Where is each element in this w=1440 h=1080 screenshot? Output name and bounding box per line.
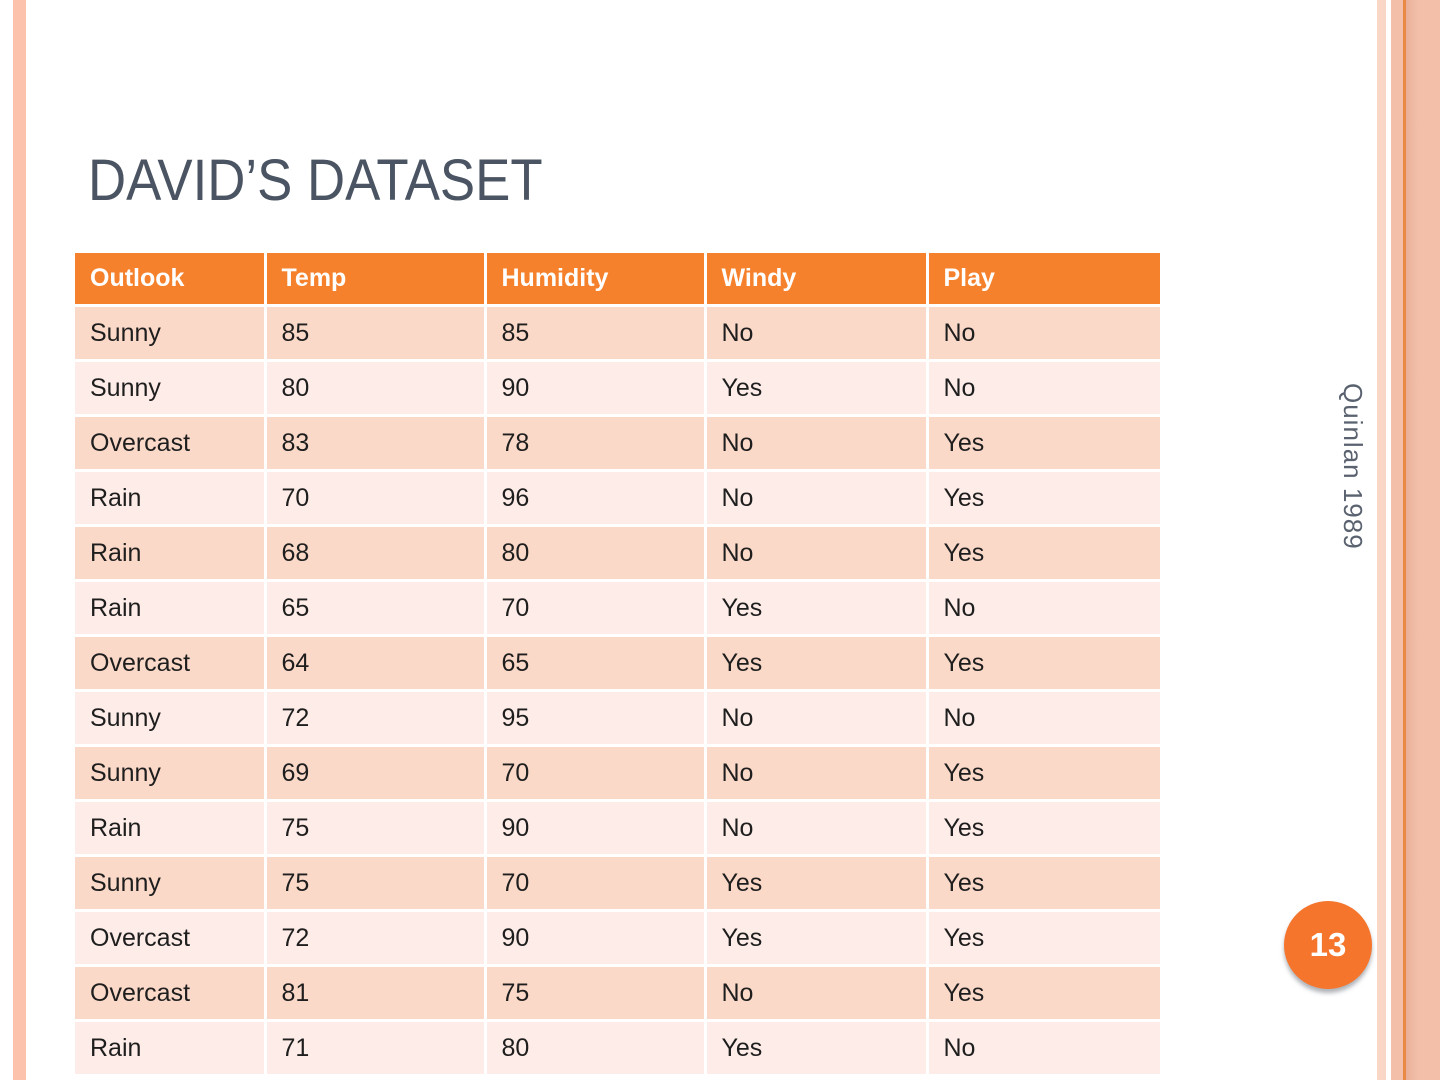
table-cell: No <box>705 471 927 526</box>
table-cell: Rain <box>75 1021 265 1076</box>
table-cell: 69 <box>265 746 485 801</box>
page-number: 13 <box>1309 926 1347 963</box>
table-cell: Overcast <box>75 416 265 471</box>
table-cell: 64 <box>265 636 485 691</box>
table-cell: 80 <box>485 526 705 581</box>
table-cell: Yes <box>927 471 1160 526</box>
table-row <box>75 361 1160 416</box>
table-cell: Rain <box>75 581 265 636</box>
table-cell: No <box>927 361 1160 416</box>
table-cell: Yes <box>705 911 927 966</box>
table-cell: No <box>705 306 927 361</box>
table-cell: No <box>705 801 927 856</box>
table-cell: Overcast <box>75 966 265 1021</box>
table-cell: 65 <box>265 581 485 636</box>
table-row <box>75 746 1160 801</box>
table-cell: No <box>705 691 927 746</box>
dataset-table <box>75 253 1160 1077</box>
table-cell: Yes <box>927 526 1160 581</box>
column-header-humidity: Humidity <box>485 253 705 306</box>
table-cell: No <box>927 691 1160 746</box>
table-cell: 85 <box>485 306 705 361</box>
table-cell: No <box>705 966 927 1021</box>
table-cell: Yes <box>927 801 1160 856</box>
table-cell: 80 <box>265 361 485 416</box>
table-cell: No <box>927 1021 1160 1076</box>
table-cell: 65 <box>485 636 705 691</box>
column-header-temp: Temp <box>265 253 485 306</box>
table-cell: Yes <box>927 911 1160 966</box>
table-cell: Sunny <box>75 746 265 801</box>
table-row <box>75 691 1160 746</box>
table-cell: 72 <box>265 691 485 746</box>
left-border-stripe <box>13 0 26 1080</box>
table-cell: Rain <box>75 801 265 856</box>
table-cell: 70 <box>485 746 705 801</box>
table-row <box>75 416 1160 471</box>
citation-vertical-text: Quinlan 1989 <box>1338 383 1368 550</box>
table-row <box>75 856 1160 911</box>
table-cell: 83 <box>265 416 485 471</box>
right-border-stripe-thin <box>1377 0 1386 1080</box>
table-cell: Yes <box>705 581 927 636</box>
table-cell: 68 <box>265 526 485 581</box>
dataset-table-header <box>75 253 1160 306</box>
table-cell: Overcast <box>75 636 265 691</box>
table-cell: No <box>927 581 1160 636</box>
table-cell: Yes <box>927 636 1160 691</box>
column-header-outlook: Outlook <box>75 253 265 306</box>
table-cell: Sunny <box>75 361 265 416</box>
table-cell: No <box>705 526 927 581</box>
table-cell: Yes <box>705 1021 927 1076</box>
table-cell: 75 <box>485 966 705 1021</box>
table-cell: 90 <box>485 911 705 966</box>
table-cell: 71 <box>265 1021 485 1076</box>
table-row <box>75 471 1160 526</box>
table-cell: Yes <box>927 966 1160 1021</box>
table-row <box>75 526 1160 581</box>
table-cell: 85 <box>265 306 485 361</box>
header-row <box>75 253 1160 306</box>
table-row <box>75 1021 1160 1076</box>
table-cell: 80 <box>485 1021 705 1076</box>
table-cell: Yes <box>705 856 927 911</box>
table-row <box>75 636 1160 691</box>
column-header-windy: Windy <box>705 253 927 306</box>
table-cell: 70 <box>485 856 705 911</box>
table-cell: No <box>705 746 927 801</box>
table-cell: Sunny <box>75 856 265 911</box>
table-row <box>75 966 1160 1021</box>
table-cell: 70 <box>485 581 705 636</box>
table-cell: Yes <box>705 361 927 416</box>
page-number-badge <box>1284 901 1372 989</box>
table-cell: Yes <box>705 636 927 691</box>
table-row <box>75 581 1160 636</box>
table-row <box>75 911 1160 966</box>
table-cell: Yes <box>927 746 1160 801</box>
page-title: DAVID’S DATASET <box>88 148 543 213</box>
table-cell: 96 <box>485 471 705 526</box>
table-cell: Overcast <box>75 911 265 966</box>
table-cell: 90 <box>485 801 705 856</box>
table-cell: Yes <box>927 856 1160 911</box>
table-cell: 90 <box>485 361 705 416</box>
table-cell: 95 <box>485 691 705 746</box>
table-cell: No <box>705 416 927 471</box>
table-cell: 70 <box>265 471 485 526</box>
table-row <box>75 801 1160 856</box>
dataset-table-body <box>75 306 1160 1076</box>
table-cell: 78 <box>485 416 705 471</box>
table-cell: 81 <box>265 966 485 1021</box>
column-header-play: Play <box>927 253 1160 306</box>
table-cell: 75 <box>265 856 485 911</box>
table-cell: Sunny <box>75 691 265 746</box>
table-cell: 75 <box>265 801 485 856</box>
table-row <box>75 306 1160 361</box>
table-cell: Yes <box>927 416 1160 471</box>
table-cell: No <box>927 306 1160 361</box>
table-cell: 72 <box>265 911 485 966</box>
table-cell: Sunny <box>75 306 265 361</box>
right-border-stripe-band <box>1391 0 1440 1080</box>
table-cell: Rain <box>75 526 265 581</box>
table-cell: Rain <box>75 471 265 526</box>
